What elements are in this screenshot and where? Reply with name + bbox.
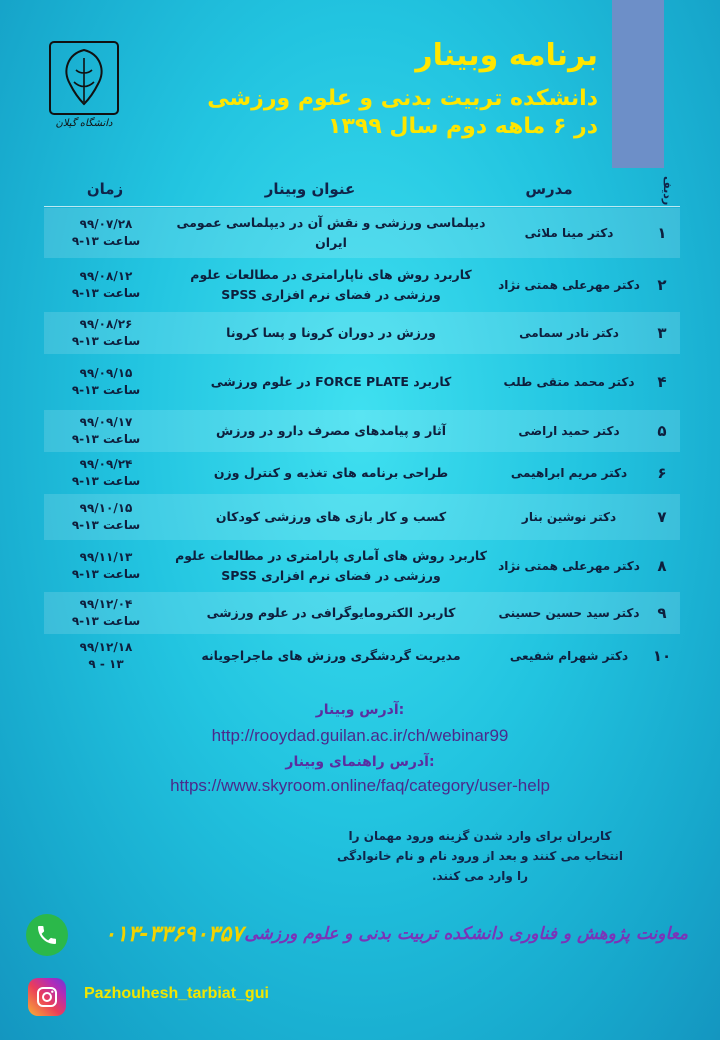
row-date: ۹۹/۰۹/۲۴ [79, 457, 133, 471]
row-teacher: دکتر مهرعلی همتی نژاد [498, 278, 640, 292]
row-date: ۹۹/۱۰/۱۵ [79, 501, 133, 515]
row-number: ۳ [657, 324, 667, 342]
row-time-cell [44, 208, 168, 258]
row-date: ۹۹/۱۲/۰۴ [79, 597, 133, 611]
row-date: ۹۹/۰۷/۲۸ [79, 217, 133, 231]
instagram-handle[interactable]: Pazhouhesh_tarbiat_gui [84, 985, 269, 1002]
col-time-header: زمان [86, 180, 124, 198]
logo-caption: دانشگاه گیلان [55, 118, 113, 129]
help-url-link[interactable]: https://www.skyroom.online/faq/category/user-help [170, 776, 550, 795]
col-teacher-header: مدرس [525, 180, 573, 198]
row-hours: ساعت ۱۳-۹ [71, 383, 141, 397]
department-name: معاونت پژوهش و فناوری دانشکده تربیت بدنی و علوم ورزشی [244, 924, 688, 944]
row-number: ۱۰ [652, 647, 672, 665]
row-date: ۹۹/۰۸/۱۲ [79, 269, 133, 283]
row-hours: ساعت ۱۳-۹ [71, 334, 141, 348]
row-number: ۷ [657, 508, 667, 526]
row-teacher: دکتر نوشین بنار [521, 510, 617, 524]
webinar-url-link[interactable]: http://rooydad.guilan.ac.ir/ch/webinar99 [211, 726, 509, 745]
row-time-cell [44, 258, 168, 312]
row-number: ۶ [657, 464, 667, 482]
guest-login-note: کاربران برای وارد شدن گزینه ورود مهمان را انتخاب می کنند و بعد از ورود نام و نام خانوادگی را وارد می کنند. [336, 829, 624, 883]
row-time-cell [44, 410, 168, 452]
row-title: کاربرد الکترومایوگرافی در علوم ورزشی [206, 605, 456, 620]
row-teacher: دکتر نادر سمامی [519, 326, 619, 340]
row-time-cell [44, 312, 168, 354]
row-teacher: دکتر مریم ابراهیمی [510, 466, 628, 480]
row-hours: ساعت ۱۳-۹ [71, 474, 141, 488]
row-hours: ساعت ۱۳-۹ [71, 614, 141, 628]
row-hours: ساعت ۱۳-۹ [71, 567, 141, 581]
row-hours: ۱۳ - ۹ [88, 657, 124, 671]
decorative-bar [612, 0, 664, 168]
row-title: آثار و پیامدهای مصرف دارو در ورزش [215, 423, 447, 438]
row-time-cell [44, 634, 168, 678]
col-num-header: ردیف [661, 176, 674, 206]
row-teacher: دکتر محمد متقی طلب [503, 375, 635, 389]
row-title: دیپلماسی ورزشی و نقش آن در دیپلماسی عمومی ایران [176, 215, 486, 250]
university-logo [48, 40, 120, 140]
phone-number[interactable]: ۰۱۳-۳۳۶۹۰۳۵۷ [104, 922, 244, 947]
row-teacher: دکتر حمید اراضی [518, 424, 620, 438]
row-time-cell [44, 540, 168, 592]
table-row [44, 634, 680, 678]
webinar-address-label: آدرس وبینار: [315, 702, 405, 718]
row-hours: ساعت ۱۳-۹ [71, 432, 141, 446]
row-teacher: دکتر مینا ملائی [524, 226, 614, 240]
table-row [44, 354, 680, 410]
table-row [44, 494, 680, 540]
row-date: ۹۹/۰۸/۲۶ [79, 317, 133, 331]
row-hours: ساعت ۱۳-۹ [71, 286, 141, 300]
row-number: ۲ [657, 276, 667, 294]
table-row [44, 452, 680, 494]
row-hours: ساعت ۱۳-۹ [71, 234, 141, 248]
row-title: کاربرد FORCE PLATE در علوم ورزشی [210, 374, 452, 389]
row-date: ۹۹/۰۹/۱۷ [79, 415, 133, 429]
row-number: ۱ [657, 224, 667, 242]
row-hours: ساعت ۱۳-۹ [71, 518, 141, 532]
row-date: ۹۹/۱۱/۱۳ [79, 550, 133, 564]
row-title: کاربرد روش های ناپارامتری در مطالعات علوم ورزشی در فضای نرم افزاری SPSS [190, 267, 472, 302]
page-period: در ۶ ماهه دوم سال ۱۳۹۹ [328, 114, 598, 139]
row-time-cell [44, 452, 168, 494]
row-number: ۹ [657, 604, 667, 622]
row-title: کاربرد روش های آماری پارامتری در مطالعات علوم ورزشی در فضای نرم افزاری SPSS [175, 548, 487, 583]
row-number: ۸ [657, 557, 667, 575]
row-date: ۹۹/۰۹/۱۵ [79, 366, 133, 380]
table-row [44, 592, 680, 634]
header-divider [44, 206, 680, 207]
row-teacher: دکتر شهرام شفیعی [509, 649, 629, 663]
table-row [44, 312, 680, 354]
row-title: مدیریت گردشگری ورزش های ماجراجویانه [201, 648, 461, 663]
table-row [44, 410, 680, 452]
help-address-label: آدرس راهنمای وبینار: [285, 754, 435, 770]
row-teacher: دکتر مهرعلی همتی نژاد [498, 559, 640, 573]
table-row [44, 540, 680, 592]
row-number: ۴ [657, 373, 667, 391]
col-title-header: عنوان وبینار [264, 180, 356, 198]
phone-icon[interactable] [26, 914, 68, 956]
row-teacher: دکتر سید حسین حسینی [498, 606, 640, 620]
row-date: ۹۹/۱۲/۱۸ [79, 640, 133, 654]
row-title: طراحی برنامه های تغذیه و کنترل وزن [213, 465, 449, 480]
instagram-icon[interactable] [28, 978, 66, 1016]
table-row [44, 208, 680, 258]
row-number: ۵ [657, 422, 667, 440]
row-time-cell [44, 592, 168, 634]
table-row [44, 258, 680, 312]
row-title: کسب و کار بازی های ورزشی کودکان [215, 509, 447, 524]
row-time-cell [44, 494, 168, 540]
page-title: برنامه وبینار [415, 38, 598, 73]
row-time-cell [44, 354, 168, 410]
page-subtitle: دانشکده تربیت بدنی و علوم ورزشی [207, 86, 598, 111]
row-title: ورزش در دوران کرونا و پسا کرونا [226, 325, 436, 340]
